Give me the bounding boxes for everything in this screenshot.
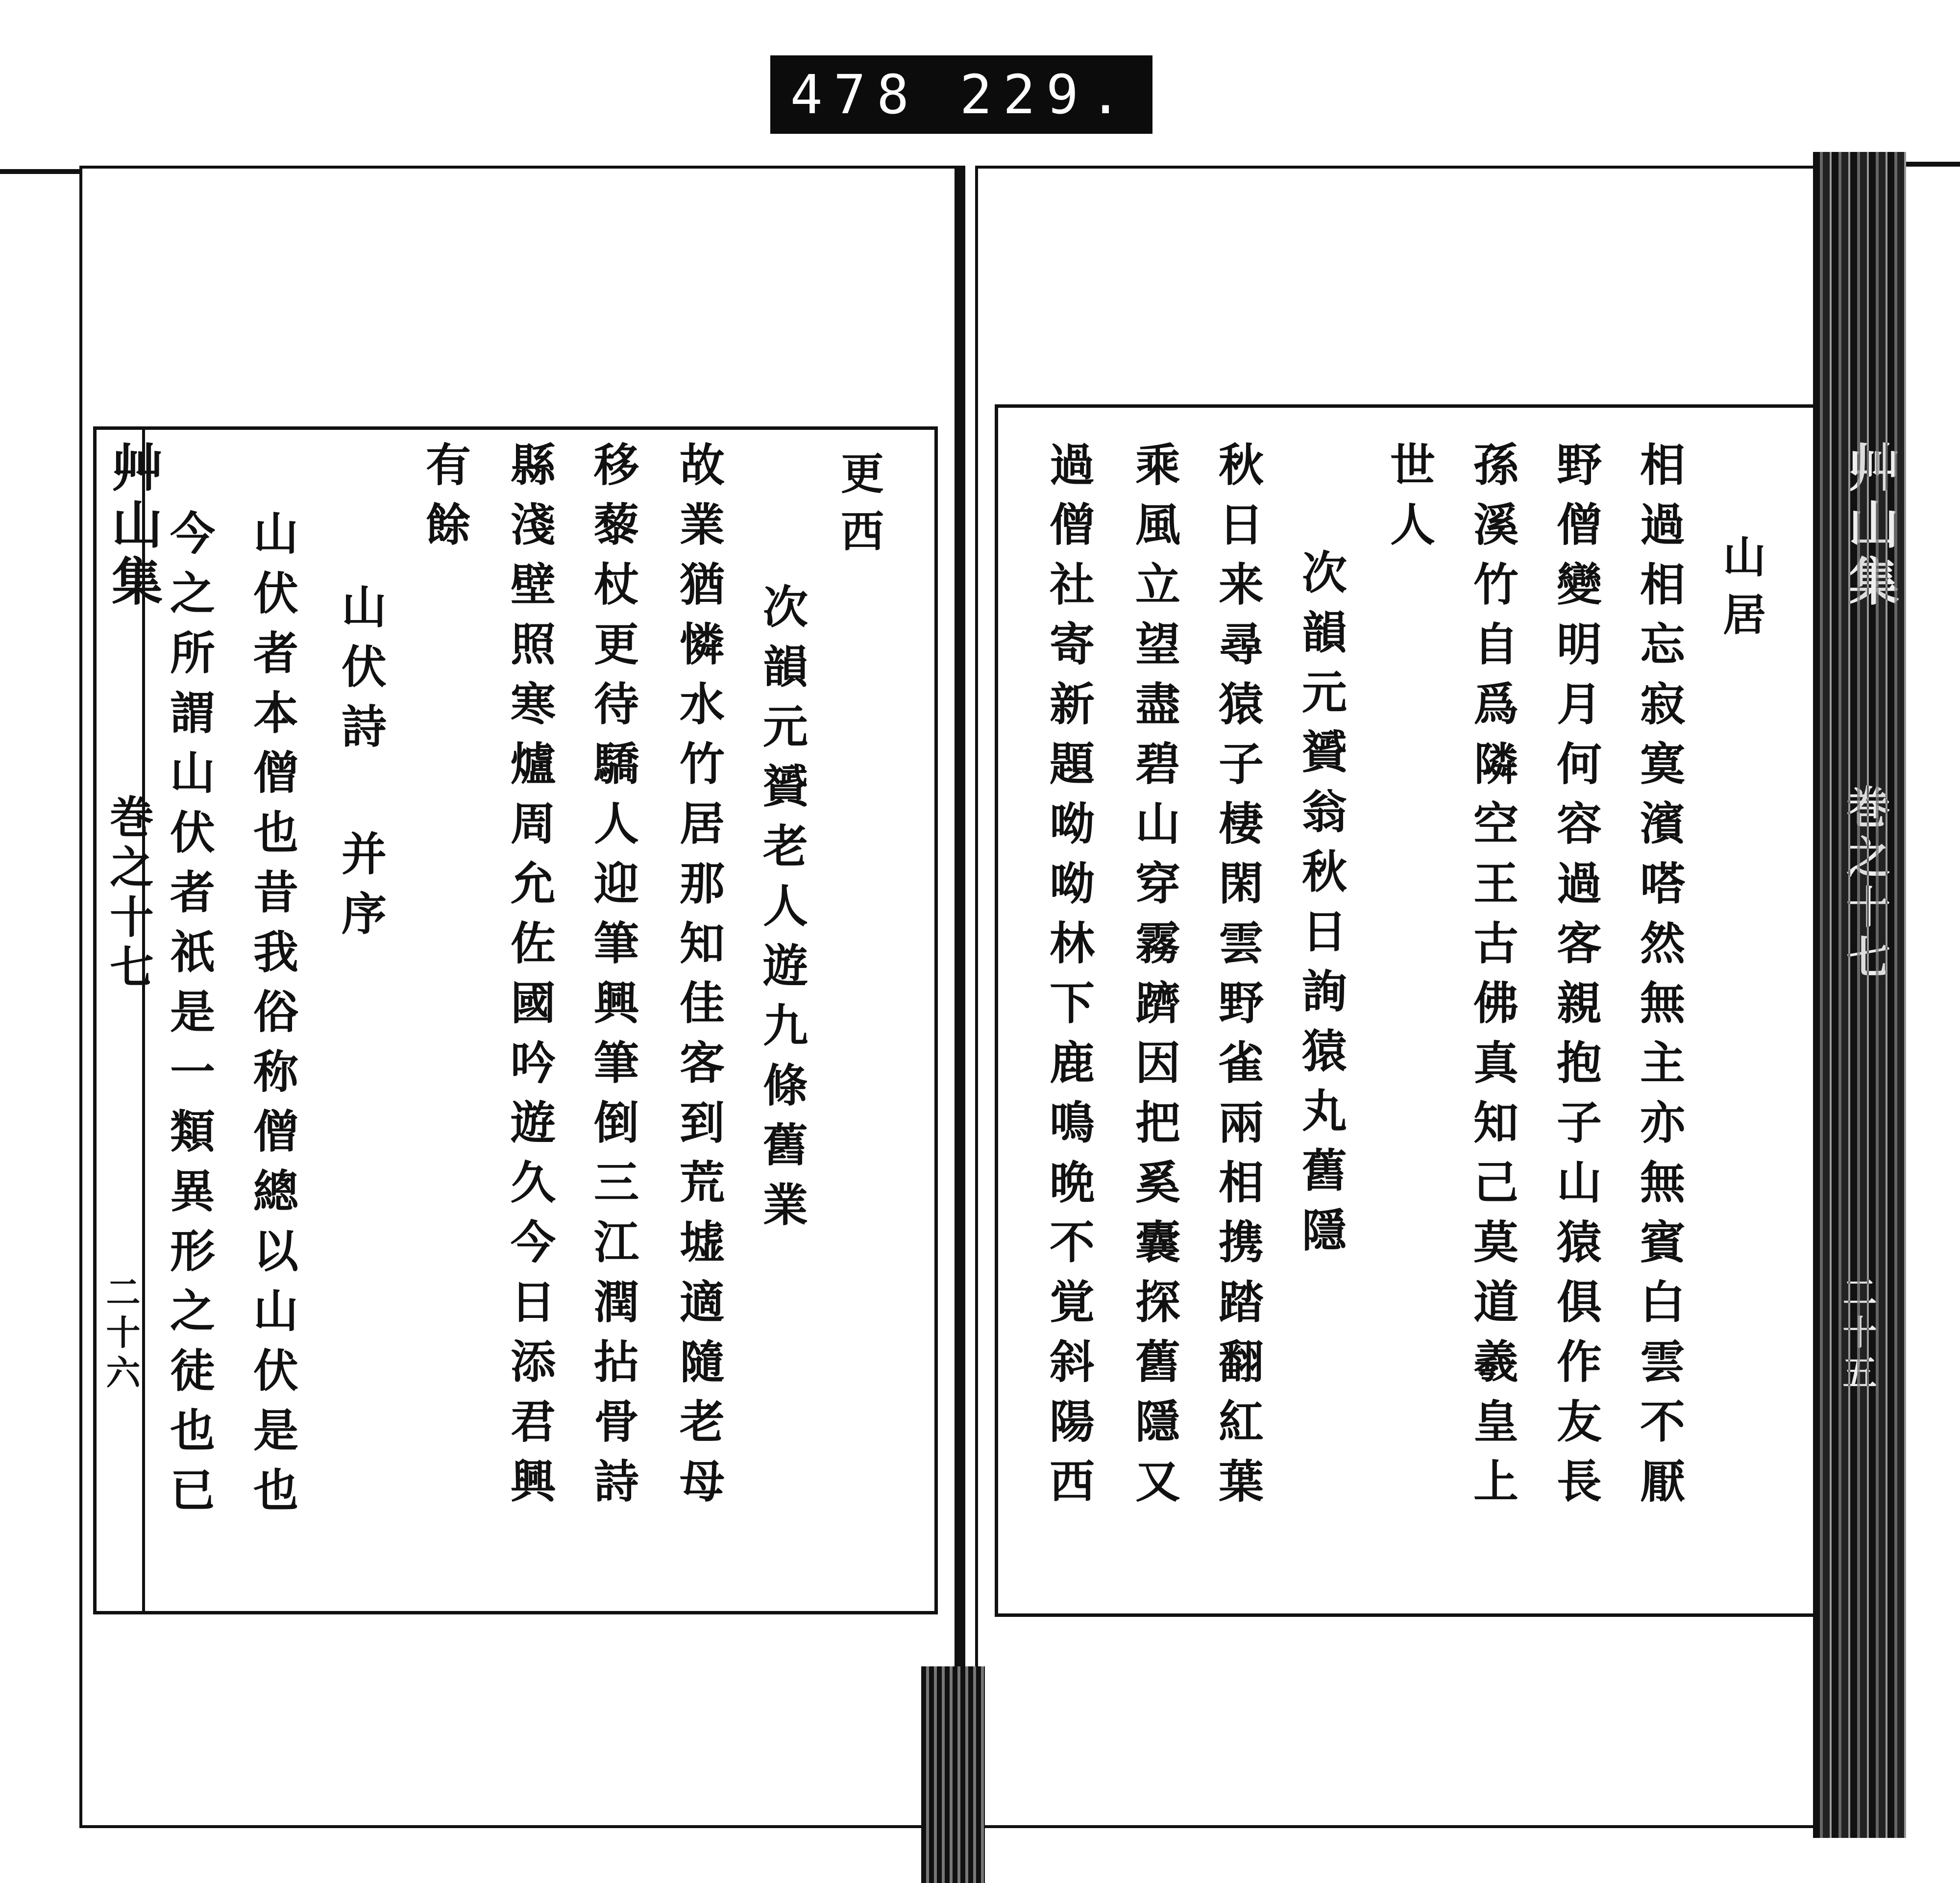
right-col-7: 秋日来尋猿子棲閑雲野雀兩相携踏翻紅葉 [1211, 441, 1264, 1517]
left-col-5: 縣淺壁照寒爐周允佐國吟遊久今日添君興 [503, 441, 556, 1517]
gutter-shadow [921, 1666, 985, 1883]
catalog-number-right: 229. [959, 63, 1133, 126]
right-col-2: 相過相忘寂寞濱嗒然無主亦無賓白雲不厭 [1633, 441, 1686, 1517]
right-col-1: 山居 [1716, 534, 1767, 650]
left-col-1: 更西 [834, 451, 885, 567]
left-col-9: 今之所謂山伏者祇是一類異形之徒也已 [163, 510, 216, 1526]
right-col-9: 過僧社寄新題呦呦林下鹿鳴晩不覚斜陽西 [1042, 441, 1095, 1517]
left-margin-volume: 巻之十七 [102, 794, 154, 994]
left-col-7: 山伏詩 并序 [334, 583, 387, 950]
right-text-frame [995, 404, 1830, 1617]
right-margin-volume: 巻之十七 [1838, 784, 1890, 984]
left-col-4: 移藜杖更待驕人迎筆興筆倒三江潤拈骨詩 [587, 441, 639, 1517]
right-col-4: 孫溪竹自爲隣空王古佛真知己莫道羲皇上 [1466, 441, 1519, 1517]
left-col-8: 山伏者本僧也昔我俗称僧總以山伏是也 [246, 510, 299, 1526]
right-spine-edge [1813, 152, 1906, 1838]
right-col-8: 乘風立望盡碧山穿霧躋因把奚囊探舊隱又 [1128, 441, 1181, 1517]
left-col-6: 有餘 [418, 441, 471, 561]
center-gutter [955, 166, 965, 1883]
right-folio: 二十五 [1837, 1274, 1878, 1395]
right-col-5: 世人 [1383, 441, 1436, 561]
left-margin-title: 艸山集 [103, 441, 163, 612]
left-folio: 二十六 [100, 1274, 141, 1395]
right-col-6: 次韻元贇翁秋日詢猿丸舊隱 [1295, 549, 1348, 1266]
top-rule-left [0, 169, 88, 174]
right-col-3: 野僧變明月何容過客親抱子山猿俱作友長 [1549, 441, 1602, 1517]
catalog-number-left: 478 [790, 63, 920, 126]
catalog-label [770, 55, 1152, 134]
right-margin-title: 艸山集 [1839, 441, 1900, 612]
left-col-3: 故業猶憐水竹居那知佳客到荒墟適隨老母 [672, 441, 725, 1517]
left-col-2: 次韻元贇老人遊九條舊業 [756, 583, 808, 1241]
